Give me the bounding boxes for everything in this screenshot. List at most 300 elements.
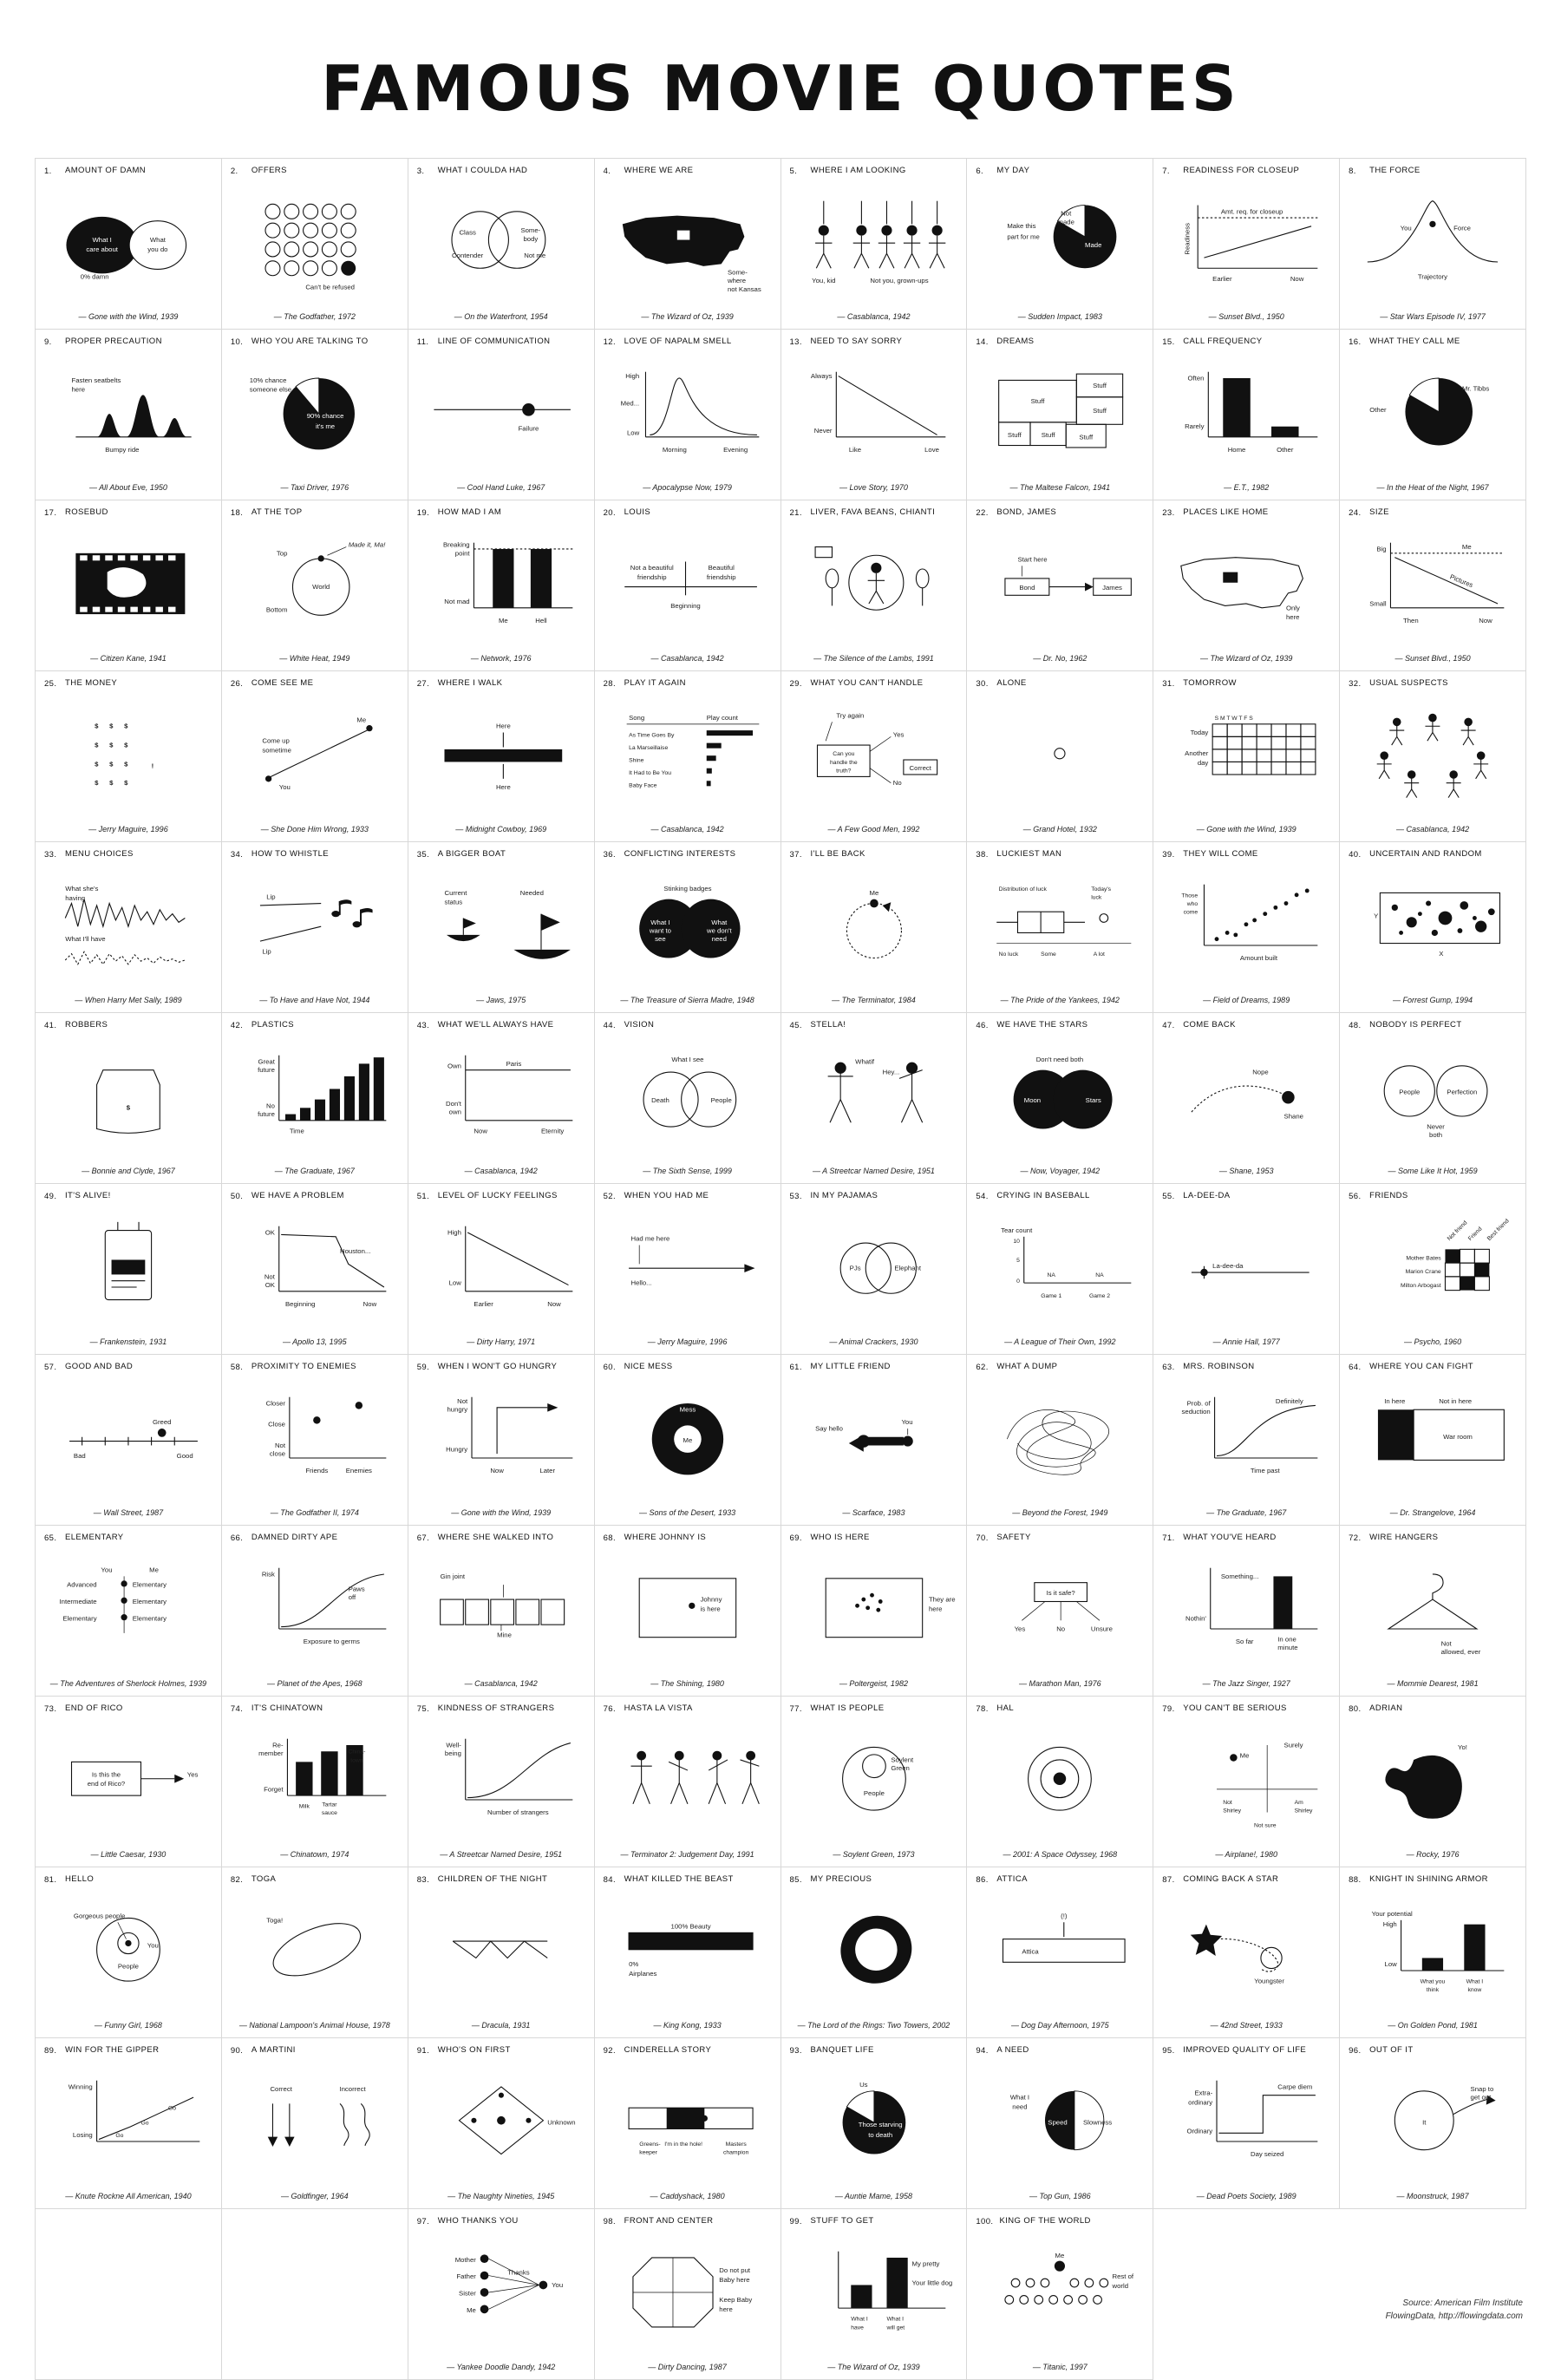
quote-cell-20[interactable] <box>595 500 781 671</box>
quote-title: LEVEL OF LUCKY FEELINGS <box>437 1191 558 1200</box>
svg-text:Re-: Re- <box>271 1741 284 1749</box>
quote-figure <box>976 1203 1144 1337</box>
svg-text:Amount built: Amount built <box>1240 953 1278 962</box>
quote-source: — Sons of the Desert, 1933 <box>639 1508 736 1518</box>
quote-title: LOUIS <box>624 507 651 517</box>
quote-figure <box>231 1374 399 1508</box>
quote-figure <box>44 1886 212 2021</box>
svg-text:Masters: Masters <box>725 2141 747 2148</box>
quote-number: 96. <box>1349 2046 1362 2056</box>
quote-source: — The Naughty Nineties, 1945 <box>447 2192 555 2201</box>
quote-cell-70[interactable] <box>967 1526 1153 1697</box>
svg-text:Song: Song <box>628 713 644 722</box>
svg-text:Here: Here <box>495 722 511 730</box>
quote-cell-52[interactable] <box>595 1184 781 1355</box>
quote-title: LOVE OF NAPALM SMELL <box>624 337 732 346</box>
quote-title: BANQUET LIFE <box>810 2045 874 2055</box>
quote-figure <box>604 1203 772 1337</box>
quote-source: — Rocky, 1976 <box>1406 1850 1460 1860</box>
quote-title: FRIENDS <box>1369 1191 1408 1200</box>
quote-title: GOOD AND BAD <box>65 1362 134 1371</box>
quote-figure <box>976 178 1144 312</box>
quote-figure <box>1162 2057 1330 2192</box>
page-title: FAMOUS MOVIE QUOTES <box>321 52 1240 125</box>
quote-title: CINDERELLA STORY <box>624 2045 712 2055</box>
svg-text:we don't: we don't <box>706 926 732 935</box>
quote-cell-99[interactable] <box>781 2209 968 2380</box>
quote-cell-16[interactable] <box>1340 330 1526 500</box>
quote-cell-9[interactable] <box>36 330 222 500</box>
quote-cell-23[interactable] <box>1153 500 1340 671</box>
quote-title: STUFF TO GET <box>810 2216 874 2226</box>
quote-title: WHAT IS PEOPLE <box>810 1703 885 1713</box>
quote-cell-92[interactable] <box>595 2038 781 2209</box>
quote-cell-67[interactable] <box>408 1526 595 1697</box>
quote-title: NEED TO SAY SORRY <box>810 337 903 346</box>
quote-cell-97[interactable] <box>408 2209 595 2380</box>
quote-source: — Casablanca, 1942 <box>837 312 911 322</box>
quote-cell-18[interactable] <box>222 500 408 671</box>
svg-text:Marion Crane: Marion Crane <box>1405 1269 1441 1276</box>
quote-title: ROBBERS <box>65 1020 108 1030</box>
quote-cell-93[interactable] <box>781 2038 968 2209</box>
quote-cell-42[interactable] <box>222 1013 408 1184</box>
quote-figure <box>976 1545 1144 1679</box>
svg-text:$: $ <box>124 741 128 749</box>
svg-text:future: future <box>257 1109 275 1118</box>
svg-text:Us: Us <box>859 2080 868 2089</box>
svg-text:Yes: Yes <box>186 1770 199 1779</box>
quote-source: — On the Waterfront, 1954 <box>454 312 548 322</box>
quote-source: — Dog Day Afternoon, 1975 <box>1010 2021 1109 2030</box>
svg-text:where: where <box>727 277 746 285</box>
svg-text:You: You <box>101 1566 113 1574</box>
svg-text:Yo!: Yo! <box>1458 1742 1468 1751</box>
svg-text:People: People <box>117 1962 140 1971</box>
quote-cell-21[interactable] <box>781 500 968 671</box>
quote-cell-66[interactable] <box>222 1526 408 1697</box>
quote-figure <box>790 1716 958 1850</box>
quote-cell-44[interactable] <box>595 1013 781 1184</box>
svg-text:Low: Low <box>1384 1960 1397 1969</box>
quote-cell-83[interactable] <box>408 1867 595 2038</box>
svg-text:come: come <box>1183 909 1199 916</box>
quote-figure <box>1162 178 1330 312</box>
svg-text:It Had to Be You: It Had to Be You <box>628 769 671 776</box>
quote-cell-98[interactable] <box>595 2209 781 2380</box>
svg-text:Enemies: Enemies <box>345 1466 372 1474</box>
quote-cell-46[interactable] <box>967 1013 1153 1184</box>
quote-cell-34[interactable] <box>222 842 408 1013</box>
svg-text:10: 10 <box>1013 1239 1021 1246</box>
quote-source: — The Adventures of Sherlock Holmes, 1939 <box>49 1679 207 1689</box>
quote-cell-28[interactable] <box>595 671 781 842</box>
svg-text:Not: Not <box>1440 1639 1452 1648</box>
quote-number: 36. <box>603 850 617 860</box>
svg-text:Friend: Friend <box>1467 1226 1484 1243</box>
quote-cell-48[interactable] <box>1340 1013 1526 1184</box>
svg-text:In one: In one <box>1277 1635 1297 1644</box>
quote-figure <box>44 178 212 312</box>
svg-text:world: world <box>1112 2282 1129 2291</box>
quote-title: MENU CHOICES <box>65 849 134 859</box>
quote-number: 5. <box>789 167 798 176</box>
quote-number: 60. <box>603 1363 617 1372</box>
quote-source: — A League of Their Own, 1992 <box>1004 1337 1116 1347</box>
quote-cell-41[interactable] <box>36 1013 222 1184</box>
quote-source: — Apollo 13, 1995 <box>282 1337 347 1347</box>
quote-cell-82[interactable] <box>222 1867 408 2038</box>
quote-cell-43[interactable] <box>408 1013 595 1184</box>
quote-cell-59[interactable] <box>408 1355 595 1526</box>
quote-cell-11[interactable] <box>408 330 595 500</box>
svg-text:PJs: PJs <box>849 1264 861 1272</box>
quote-source: — The Wizard of Oz, 1939 <box>1199 654 1293 664</box>
quote-title: KINDNESS OF STRANGERS <box>437 1703 555 1713</box>
quote-cell-55[interactable] <box>1153 1184 1340 1355</box>
quote-figure <box>604 1716 772 1850</box>
svg-text:Beginning: Beginning <box>669 601 701 610</box>
svg-text:Made: Made <box>1085 241 1102 250</box>
svg-text:You, kid: You, kid <box>811 277 835 285</box>
quote-cell-14[interactable] <box>967 330 1153 500</box>
svg-text:Do not put: Do not put <box>718 2266 750 2274</box>
quote-cell-13[interactable] <box>781 330 968 500</box>
quote-number: 32. <box>1349 679 1362 689</box>
quote-cell-3[interactable] <box>408 159 595 330</box>
svg-text:Am: Am <box>1294 1799 1304 1806</box>
quote-source: — Marathon Man, 1976 <box>1019 1679 1101 1689</box>
svg-text:What I: What I <box>650 918 670 926</box>
svg-text:Houston...: Houston... <box>339 1247 371 1256</box>
svg-text:Class: Class <box>459 228 476 237</box>
quote-number: 64. <box>1349 1363 1362 1372</box>
svg-text:to death: to death <box>867 2131 892 2140</box>
svg-text:Stinking badges: Stinking badges <box>663 884 712 892</box>
quote-cell-95[interactable] <box>1153 2038 1340 2209</box>
quote-cell-91[interactable] <box>408 2038 595 2209</box>
svg-text:Father: Father <box>456 2272 476 2281</box>
svg-text:Big: Big <box>1376 545 1387 553</box>
quote-cell-87[interactable] <box>1153 1867 1340 2038</box>
quote-number: 61. <box>789 1363 802 1372</box>
quote-figure <box>1162 1886 1330 2021</box>
quote-source: — To Have and Have Not, 1944 <box>259 996 370 1005</box>
quote-number: 29. <box>789 679 802 689</box>
quote-cell-19[interactable] <box>408 500 595 671</box>
quote-cell-72[interactable] <box>1340 1526 1526 1697</box>
quote-cell-17[interactable] <box>36 500 222 671</box>
quote-title: WHERE SHE WALKED INTO <box>437 1533 554 1542</box>
svg-text:Snap to: Snap to <box>1470 2084 1494 2093</box>
quote-title: WHAT YOU'VE HEARD <box>1183 1533 1277 1542</box>
quote-cell-36[interactable] <box>595 842 781 1013</box>
quote-cell-4[interactable] <box>595 159 781 330</box>
quote-cell-39[interactable] <box>1153 842 1340 1013</box>
svg-text:Distribution of luck: Distribution of luck <box>999 886 1048 892</box>
svg-text:James: James <box>1102 584 1123 592</box>
quote-source: — National Lampoon's Animal House, 1978 <box>238 2021 390 2030</box>
quote-figure <box>44 2057 212 2192</box>
svg-text:made: made <box>1057 218 1075 226</box>
svg-text:You: You <box>147 1941 159 1950</box>
quote-title: MY LITTLE FRIEND <box>810 1362 891 1371</box>
quote-cell-30[interactable] <box>967 671 1153 842</box>
quote-source: — Some Like It Hot, 1959 <box>1388 1167 1478 1176</box>
quote-source: — The Treasure of Sierra Madre, 1948 <box>620 996 754 1005</box>
quote-source: — Titanic, 1997 <box>1032 2363 1087 2372</box>
quote-cell-6[interactable] <box>967 159 1153 330</box>
empty-cell <box>36 2209 222 2380</box>
svg-text:Morning: Morning <box>662 445 687 454</box>
quote-source: — The Silence of the Lambs, 1991 <box>813 654 934 664</box>
quote-cell-45[interactable] <box>781 1013 968 1184</box>
quote-cell-81[interactable] <box>36 1867 222 2038</box>
quote-cell-54[interactable] <box>967 1184 1153 1355</box>
quote-cell-25[interactable] <box>36 671 222 842</box>
quote-cell-49[interactable] <box>36 1184 222 1355</box>
quote-cell-94[interactable] <box>967 2038 1153 2209</box>
quote-cell-69[interactable] <box>781 1526 968 1697</box>
quote-cell-62[interactable] <box>967 1355 1153 1526</box>
quote-cell-68[interactable] <box>595 1526 781 1697</box>
quote-cell-85[interactable] <box>781 1867 968 2038</box>
quote-cell-40[interactable] <box>1340 842 1526 1013</box>
quote-cell-63[interactable] <box>1153 1355 1340 1526</box>
quote-number: 69. <box>789 1533 802 1543</box>
svg-text:friendship: friendship <box>637 573 667 582</box>
quote-cell-89[interactable] <box>36 2038 222 2209</box>
quote-number: 12. <box>603 337 617 347</box>
quote-cell-100[interactable] <box>967 2209 1153 2380</box>
svg-text:NA: NA <box>1047 1272 1056 1278</box>
quote-source: — Forrest Gump, 1994 <box>1393 996 1473 1005</box>
quote-number: 8. <box>1349 167 1356 176</box>
svg-text:$: $ <box>95 760 99 768</box>
quote-cell-47[interactable] <box>1153 1013 1340 1184</box>
quote-cell-31[interactable] <box>1153 671 1340 842</box>
svg-text:Me: Me <box>1239 1751 1250 1760</box>
quote-number: 30. <box>976 679 989 689</box>
quote-number: 37. <box>789 850 802 860</box>
quote-cell-75[interactable] <box>408 1697 595 1867</box>
svg-text:Advanced: Advanced <box>67 1580 97 1589</box>
svg-text:Low: Low <box>626 428 639 437</box>
svg-text:0% damn: 0% damn <box>80 272 109 281</box>
quote-cell-86[interactable] <box>967 1867 1153 2038</box>
svg-text:Sister: Sister <box>458 2289 476 2298</box>
quote-cell-60[interactable] <box>595 1355 781 1526</box>
quote-title: WHERE I AM LOOKING <box>810 166 906 175</box>
quote-title: LIVER, FAVA BEANS, CHIANTI <box>810 507 936 517</box>
quote-source: — Casablanca, 1942 <box>1396 825 1470 834</box>
quote-cell-84[interactable] <box>595 1867 781 2038</box>
quote-figure <box>231 2057 399 2192</box>
quote-cell-15[interactable] <box>1153 330 1340 500</box>
quote-source: — Gone with the Wind, 1939 <box>1196 825 1296 834</box>
quote-cell-79[interactable] <box>1153 1697 1340 1867</box>
quote-source: — A Few Good Men, 1992 <box>827 825 920 834</box>
quote-number: 31. <box>1162 679 1175 689</box>
quote-number: 83. <box>416 1875 430 1885</box>
svg-text:Go: Go <box>140 2120 149 2127</box>
svg-text:!: ! <box>151 762 154 770</box>
quote-figure <box>417 2228 585 2363</box>
svg-text:Go: Go <box>167 2105 177 2112</box>
quote-number: 40. <box>1349 850 1362 860</box>
quote-cell-65[interactable] <box>36 1526 222 1697</box>
quote-source: — Love Story, 1970 <box>839 483 908 493</box>
quote-number: 57. <box>44 1363 57 1372</box>
svg-text:sauce: sauce <box>321 1809 337 1816</box>
svg-text:close: close <box>269 1449 285 1458</box>
quote-number: 21. <box>789 508 802 518</box>
quote-cell-96[interactable] <box>1340 2038 1526 2209</box>
svg-text:No: No <box>892 779 902 788</box>
quote-figure <box>44 1032 212 1167</box>
svg-text:Here: Here <box>495 782 511 791</box>
svg-text:Rarely: Rarely <box>1185 422 1205 431</box>
quote-cell-5[interactable] <box>781 159 968 330</box>
svg-text:Me: Me <box>1461 542 1472 551</box>
quote-number: 77. <box>789 1704 802 1714</box>
quote-cell-24[interactable] <box>1340 500 1526 671</box>
svg-text:keeper: keeper <box>638 2149 657 2156</box>
quote-source: — Casablanca, 1942 <box>650 654 724 664</box>
quote-cell-2[interactable] <box>222 159 408 330</box>
quote-number: 20. <box>603 508 617 518</box>
quote-cell-29[interactable] <box>781 671 968 842</box>
quote-source: — Poltergeist, 1982 <box>839 1679 908 1689</box>
quote-title: THE FORCE <box>1369 166 1421 175</box>
quote-cell-58[interactable] <box>222 1355 408 1526</box>
svg-text:body: body <box>523 234 539 243</box>
svg-text:Lip: Lip <box>266 892 276 901</box>
quote-cell-77[interactable] <box>781 1697 968 1867</box>
quote-number: 62. <box>976 1363 989 1372</box>
svg-text:Readiness: Readiness <box>1183 223 1192 255</box>
svg-text:Game 1: Game 1 <box>1041 1293 1062 1300</box>
quote-number: 95. <box>1162 2046 1175 2056</box>
svg-text:sometime: sometime <box>262 746 291 755</box>
quote-source: — Psycho, 1960 <box>1404 1337 1462 1347</box>
quote-number: 23. <box>1162 508 1175 518</box>
svg-text:Not friend: Not friend <box>1446 1219 1469 1243</box>
footer-credit: FlowingData, http://flowingdata.com <box>1385 2311 1523 2321</box>
quote-cell-51[interactable] <box>408 1184 595 1355</box>
quote-figure <box>976 349 1144 483</box>
quote-number: 41. <box>44 1021 57 1030</box>
quote-cell-56[interactable] <box>1340 1184 1526 1355</box>
quote-figure <box>231 349 399 483</box>
svg-text:0%: 0% <box>628 1960 638 1969</box>
quote-cell-38[interactable] <box>967 842 1153 1013</box>
quote-cell-27[interactable] <box>408 671 595 842</box>
quote-cell-22[interactable] <box>967 500 1153 671</box>
quote-title: WHO IS HERE <box>810 1533 870 1542</box>
quote-number: 93. <box>789 2046 802 2056</box>
quote-number: 65. <box>44 1533 57 1543</box>
quote-source: — Sunset Blvd., 1950 <box>1208 312 1284 322</box>
quote-cell-8[interactable] <box>1340 159 1526 330</box>
quote-source: — Goldfinger, 1964 <box>281 2192 349 2201</box>
quote-cell-53[interactable] <box>781 1184 968 1355</box>
quote-cell-1[interactable] <box>36 159 222 330</box>
quote-cell-73[interactable] <box>36 1697 222 1867</box>
quote-figure <box>1349 1716 1517 1850</box>
svg-text:They are: They are <box>928 1595 956 1604</box>
svg-text:member: member <box>258 1749 284 1758</box>
svg-text:10% chance: 10% chance <box>249 376 287 384</box>
quote-cell-71[interactable] <box>1153 1526 1340 1697</box>
svg-text:Shirley: Shirley <box>1223 1808 1242 1814</box>
quote-cell-90[interactable] <box>222 2038 408 2209</box>
quote-cell-88[interactable] <box>1340 1867 1526 2038</box>
quote-cell-61[interactable] <box>781 1355 968 1526</box>
svg-text:Me: Me <box>1055 2251 1065 2259</box>
quote-title: THE MONEY <box>65 678 118 688</box>
quote-cell-7[interactable] <box>1153 159 1340 330</box>
svg-text:Paris: Paris <box>506 1059 522 1068</box>
svg-text:Your little dog: Your little dog <box>911 2279 952 2287</box>
quote-figure <box>1349 520 1517 654</box>
svg-text:It: It <box>1422 2118 1427 2127</box>
quote-figure <box>1162 1545 1330 1679</box>
quote-source: — All About Eve, 1950 <box>88 483 167 493</box>
quote-figure <box>417 1032 585 1167</box>
quote-cell-33[interactable] <box>36 842 222 1013</box>
quote-cell-37[interactable] <box>781 842 968 1013</box>
svg-text:High: High <box>1382 1920 1397 1929</box>
quote-cell-32[interactable] <box>1340 671 1526 842</box>
svg-text:Own: Own <box>447 1062 461 1070</box>
quote-title: ADRIAN <box>1369 1703 1403 1713</box>
svg-text:People: People <box>1399 1088 1421 1096</box>
quote-cell-80[interactable] <box>1340 1697 1526 1867</box>
quote-cell-57[interactable] <box>36 1355 222 1526</box>
svg-text:Force: Force <box>1453 224 1472 232</box>
quote-figure <box>44 1374 212 1508</box>
svg-text:Now: Now <box>362 1299 377 1308</box>
quote-source: — Chinatown, 1974 <box>280 1850 349 1860</box>
quote-number: 13. <box>789 337 802 347</box>
quote-source: — The Sixth Sense, 1999 <box>643 1167 732 1176</box>
quote-cell-50[interactable] <box>222 1184 408 1355</box>
svg-text:$: $ <box>95 722 99 730</box>
quote-number: 44. <box>603 1021 617 1030</box>
svg-text:My pretty: My pretty <box>911 2259 939 2268</box>
quote-source: — Planet of the Apes, 1968 <box>266 1679 362 1689</box>
quote-cell-64[interactable] <box>1340 1355 1526 1526</box>
svg-text:Is this the: Is this the <box>91 1770 121 1779</box>
quote-cell-26[interactable] <box>222 671 408 842</box>
quote-source: — Citizen Kane, 1941 <box>90 654 167 664</box>
quote-title: PROXIMITY TO ENEMIES <box>251 1362 356 1371</box>
svg-text:Mr. Tibbs: Mr. Tibbs <box>1461 384 1490 393</box>
quote-cell-35[interactable] <box>408 842 595 1013</box>
quote-number: 27. <box>416 679 430 689</box>
svg-text:Today: Today <box>1190 728 1209 736</box>
quote-title: WIN FOR THE GIPPER <box>65 2045 160 2055</box>
quote-cell-12[interactable] <box>595 330 781 500</box>
svg-text:Is it safe?: Is it safe? <box>1046 1589 1076 1598</box>
quote-cell-76[interactable] <box>595 1697 781 1867</box>
svg-text:High: High <box>447 1228 461 1237</box>
quote-cell-78[interactable] <box>967 1697 1153 1867</box>
quote-source: — Grand Hotel, 1932 <box>1022 825 1097 834</box>
quote-cell-74[interactable] <box>222 1697 408 1867</box>
quote-cell-10[interactable] <box>222 330 408 500</box>
